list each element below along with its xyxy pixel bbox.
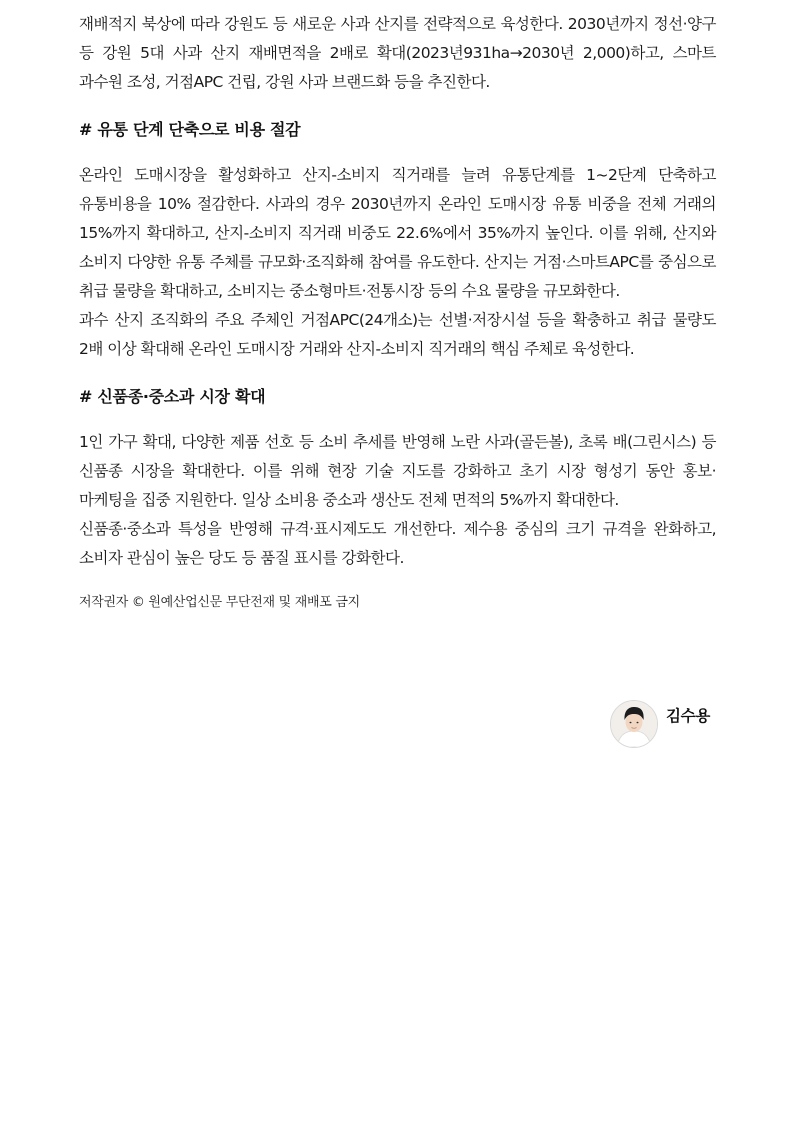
article-body: [79, 10, 716, 613]
person-photo-icon: [611, 701, 657, 747]
section-heading: # 신품종·중소과 시장 확대: [79, 387, 266, 406]
author-avatar[interactable]: [610, 700, 658, 748]
article-paragraph: 신품종·중소과 특성을 반영해 규격·표시제도도 개선한다. 제수용 중심의 크기 규격을 완화하고, 소비자 관심이 높은 당도 등 품질 표시를 강화한다.: [79, 520, 716, 567]
author-name: 김수용: [666, 707, 711, 725]
section-heading: # 유통 단계 단축으로 비용 절감: [79, 120, 301, 139]
copyright-notice: 저작권자 © 원예산업신문 무단전재 및 재배포 금지: [79, 595, 360, 610]
article-paragraph: 재배적지 북상에 따라 강원도 등 새로운 사과 산지를 전략적으로 육성한다. 2030년까지 정선·양구 등 강원 5대 사과 산지 재배면적을 2배로 확대(2023년931ha→2030년 2,000)하고, 스마트 과수원 조성, 거점APC 건립, 강원 사과 브랜드화 등을 추진한다.: [79, 15, 716, 91]
article-paragraph: 과수 산지 조직화의 주요 주체인 거점APC(24개소)는 선별·저장시설 등을 확충하고 취급 물량도 2배 이상 확대해 온라인 도매시장 거래와 산지-소비지 직거래의 핵심 주체로 육성한다.: [79, 311, 716, 358]
article-paragraph: 1인 가구 확대, 다양한 제품 선호 등 소비 추세를 반영해 노란 사과(골든볼), 초록 배(그린시스) 등 신품종 시장을 확대한다. 이를 위해 현장 기술 지도를 강화하고 초기 시장 형성기 동안 홍보·마케팅을 집중 지원한다. 일상 소비용 중소과 생산도 전체 면적의 5%까지 확대한다.: [79, 433, 716, 509]
article-paragraph: 온라인 도매시장을 활성화하고 산지-소비지 직거래를 늘려 유통단계를 1~2단계 단축하고 유통비용을 10% 절감한다. 사과의 경우 2030년까지 온라인 도매시장 유통 비중을 전체 거래의 15%까지 확대하고, 산지-소비지 직거래 비중도 22.6%에서 35%까지 높인다. 이를 위해, 산지와 소비지 다양한 유통 주체를 규모화·조직화해 참여를 유도한다. 산지는 거점·스마트APC를 중심으로 취급 물량을 확대하고, 소비지는 중소형마트·전통시장 등의 수요 물량을 규모화한다.: [79, 166, 716, 300]
author-byline[interactable]: [610, 700, 720, 750]
